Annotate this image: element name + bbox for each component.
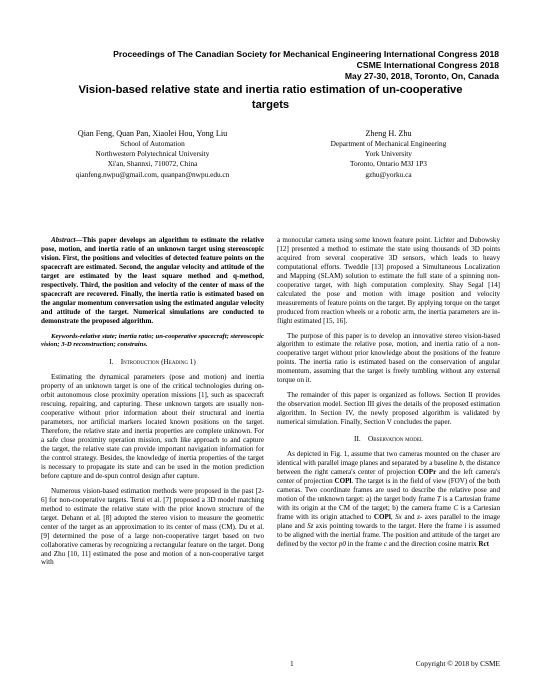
text-run: ,: [390, 512, 393, 521]
text-run: As depicted in Fig. 1, assume that two cameras mounted on the chaser are identical with parallel image planes and separated by a baseline: [277, 450, 500, 467]
math-symbol: i: [464, 521, 467, 530]
text-run: is a Cartesian frame with its origin at the CM of the target; b) the camera frame: [277, 494, 500, 512]
author-names: Zheng H. Zhu: [365, 129, 412, 138]
intro-paragraph-4: The purpose of this paper is to develop an innovative stereo vision-based algorithm to estimate the relative pose, motion, and inertia ratio of a non-cooperative target without prior knowledge about the positions of the feature points. The inertia ratio is estimated based on the conservation of angular momentum, assuming that the target is freely tumbling without any external torque on it.: [277, 331, 500, 385]
congress-line: CSME International Congress 2018: [356, 60, 499, 70]
text-run: and the left camera's center of projection: [277, 467, 500, 485]
math-symbol: COPr: [418, 467, 437, 476]
section-number: I.: [109, 357, 114, 367]
abstract-text: This paper develops an algorithm to estimate the relative pose, motion, and inertia ratio of an unknown target using stereoscopic vision. First, the positions and velocities of detected feature points on the spacecraft are estimated. Second, the angular velocity and attitude of the target are estimated by the least square method and q-method, respectively. Third, the position and velocity of the center of mass of the spacecraft are recovered. Finally, the inertia ratio is estimated based on the angular momentum conversation using the estimated angular velocity and attitude of the target. Numerical simulations are conducted to demonstrate the proposed algorithm.: [41, 236, 264, 325]
text-run: axis pointing towards to the target. Here the frame: [315, 521, 463, 530]
math-symbol: b: [459, 458, 463, 467]
section-title: Observation model: [368, 434, 423, 444]
paper-title: [30, 83, 511, 113]
math-symbol: T: [436, 494, 441, 503]
section-heading-2: [277, 435, 500, 444]
math-symbol: Sz: [307, 521, 314, 530]
math-symbol: COPl: [373, 512, 391, 521]
author-block-left: [41, 128, 264, 180]
intro-paragraph-3: a monocular camera using some known feature point. Lichter and Dubowsky [12] presented a method to estimate the state using thousands of 3D points acquired from several cooperative 3D sensors, which leads to heavy computational efforts. Tweddle [13] proposed a Simultaneous Localization and Mapping (SLAM) solution to estimate the full state of a spinning non-cooperative target, with high computation complexity. Shay Segal [14] calculated the pose and motion with image position and velocity measurements of feature points on the target. By applying torque on the target produced from reaction wheels or a robotic arm, the inertia parameters are in-flight estimated [15, 16].: [277, 236, 500, 325]
text-run: , the distance between the right camera's center of projection: [277, 458, 500, 476]
math-symbol: COPl: [334, 476, 352, 485]
text-run: and the direction cosine matrix: [388, 539, 477, 548]
title-line-1: Vision-based relative state and inertia ratio estimation of un-cooperative: [78, 84, 463, 96]
intro-paragraph-2: Numerous vision-based estimation methods were proposed in the past [2-6] for non-cooperative targets. Terui et al. [7] proposed a 3D model matching method to estimate the relative state with the prior known structure of the target. Dehann et al. [8] adopted the stereo vision to measure the geometric center of the target as an approximation to its center of mass (CM). Du et al. [9] determined the pose of a large non-cooperative target based on two collaborative cameras by recognizing a rectangular feature on the target. Dong and Zhu [10, 11] estimated the pose and motion of a non-cooperative target with: [41, 486, 264, 567]
text-run: and: [404, 512, 415, 521]
text-run: in the frame: [347, 539, 383, 548]
date-location-line: May 27-30, 2018, Toronto, On, Canada: [344, 71, 499, 81]
section-title: Introduction (Heading 1): [120, 357, 196, 367]
author-university: York University: [365, 149, 412, 159]
author-block-right: [277, 128, 500, 180]
author-department: Department of Mechanical Engineering: [330, 139, 447, 148]
math-symbol: p0: [338, 539, 346, 548]
math-symbol: C: [453, 503, 459, 512]
proceedings-line: Proceedings of The Canadian Society for Mechanical Engineering International Congress 2018: [113, 49, 499, 59]
abstract-label: Abstract—: [51, 236, 83, 244]
text-run: - axes parallel to the image plane and: [277, 512, 501, 530]
author-email: qianfeng.nwpu@gmail.com, quanpan@nwpu.edu.cn: [75, 169, 230, 179]
author-university: Northwestern Polytechnical University: [95, 149, 210, 159]
math-symbol: c: [383, 539, 387, 548]
author-city: Xi'an, Shannxi, 710072, China: [107, 159, 198, 169]
text-run: is assumed to be aligned with the inertial frame. The position and attitude of the target are defined by the vector: [277, 521, 500, 548]
section-number: II.: [354, 434, 361, 444]
author-email: gzhu@yorku.ca: [365, 169, 412, 179]
author-names: Qian Feng, Quan Pan, Xiaolei Hou, Yong Liu: [77, 129, 228, 138]
math-symbol: Sx: [395, 512, 402, 521]
observation-model-paragraph: [277, 450, 500, 548]
text-run: . The target is in the field of view (FOV) of the both cameras. Two coordinate frames are used to describe the relative pose and motion of the unknown target: a) the target body frame: [277, 476, 500, 503]
abstract: [41, 236, 264, 326]
keywords: Keywords-relative state; inertia ratio; un-cooperative spacecraft; stereoscopic vision; 3-D reconstruction; constrains.: [41, 332, 264, 349]
intro-paragraph-5: The remainder of this paper is organized as follows. Section II provides the observation model. Section III gives the details of the proposed estimation algorithm. In Section IV, the newly proposed algorithm is validated by numerical simulation. Finally, Section V concludes the paper.: [277, 391, 500, 427]
math-symbol: Rct: [478, 539, 490, 548]
section-heading-1: [41, 358, 264, 367]
author-department: School of Automation: [120, 139, 185, 148]
page-number: 1: [290, 659, 294, 668]
intro-paragraph-1: Estimating the dynamical parameters (pose and motion) and inertia property of an unknown target is one of the critical technologies during on-orbit autonomous close proximity operation missions [1], such as spacecraft rescuing, repairing, and capturing. These unknown targets are usually non-cooperative without prior information about their structural and inertia parameters, nor artificial markers located known positions on the target. Therefore, the relative state and inertia properties are complete unknown. For a safe close proximity operation mission, such like approach to and capture the target, the relative state can provide important navigation information for the control strategy. Besides, the knowledge of inertia properties of the target is necessary to propagate its state and can be used in the motion prediction before capture and de-spun control design after capture.: [41, 373, 264, 480]
title-line-2: targets: [251, 99, 290, 111]
author-city: Toronto, Ontario M3J 1P3: [350, 159, 427, 169]
left-column: [41, 236, 264, 567]
math-symbol: z: [417, 512, 420, 521]
right-column: [277, 236, 500, 549]
copyright-notice: Copyright © 2018 by CSME: [415, 659, 500, 668]
text-run: is a Cartesian frame with its origin attached to: [277, 503, 500, 521]
